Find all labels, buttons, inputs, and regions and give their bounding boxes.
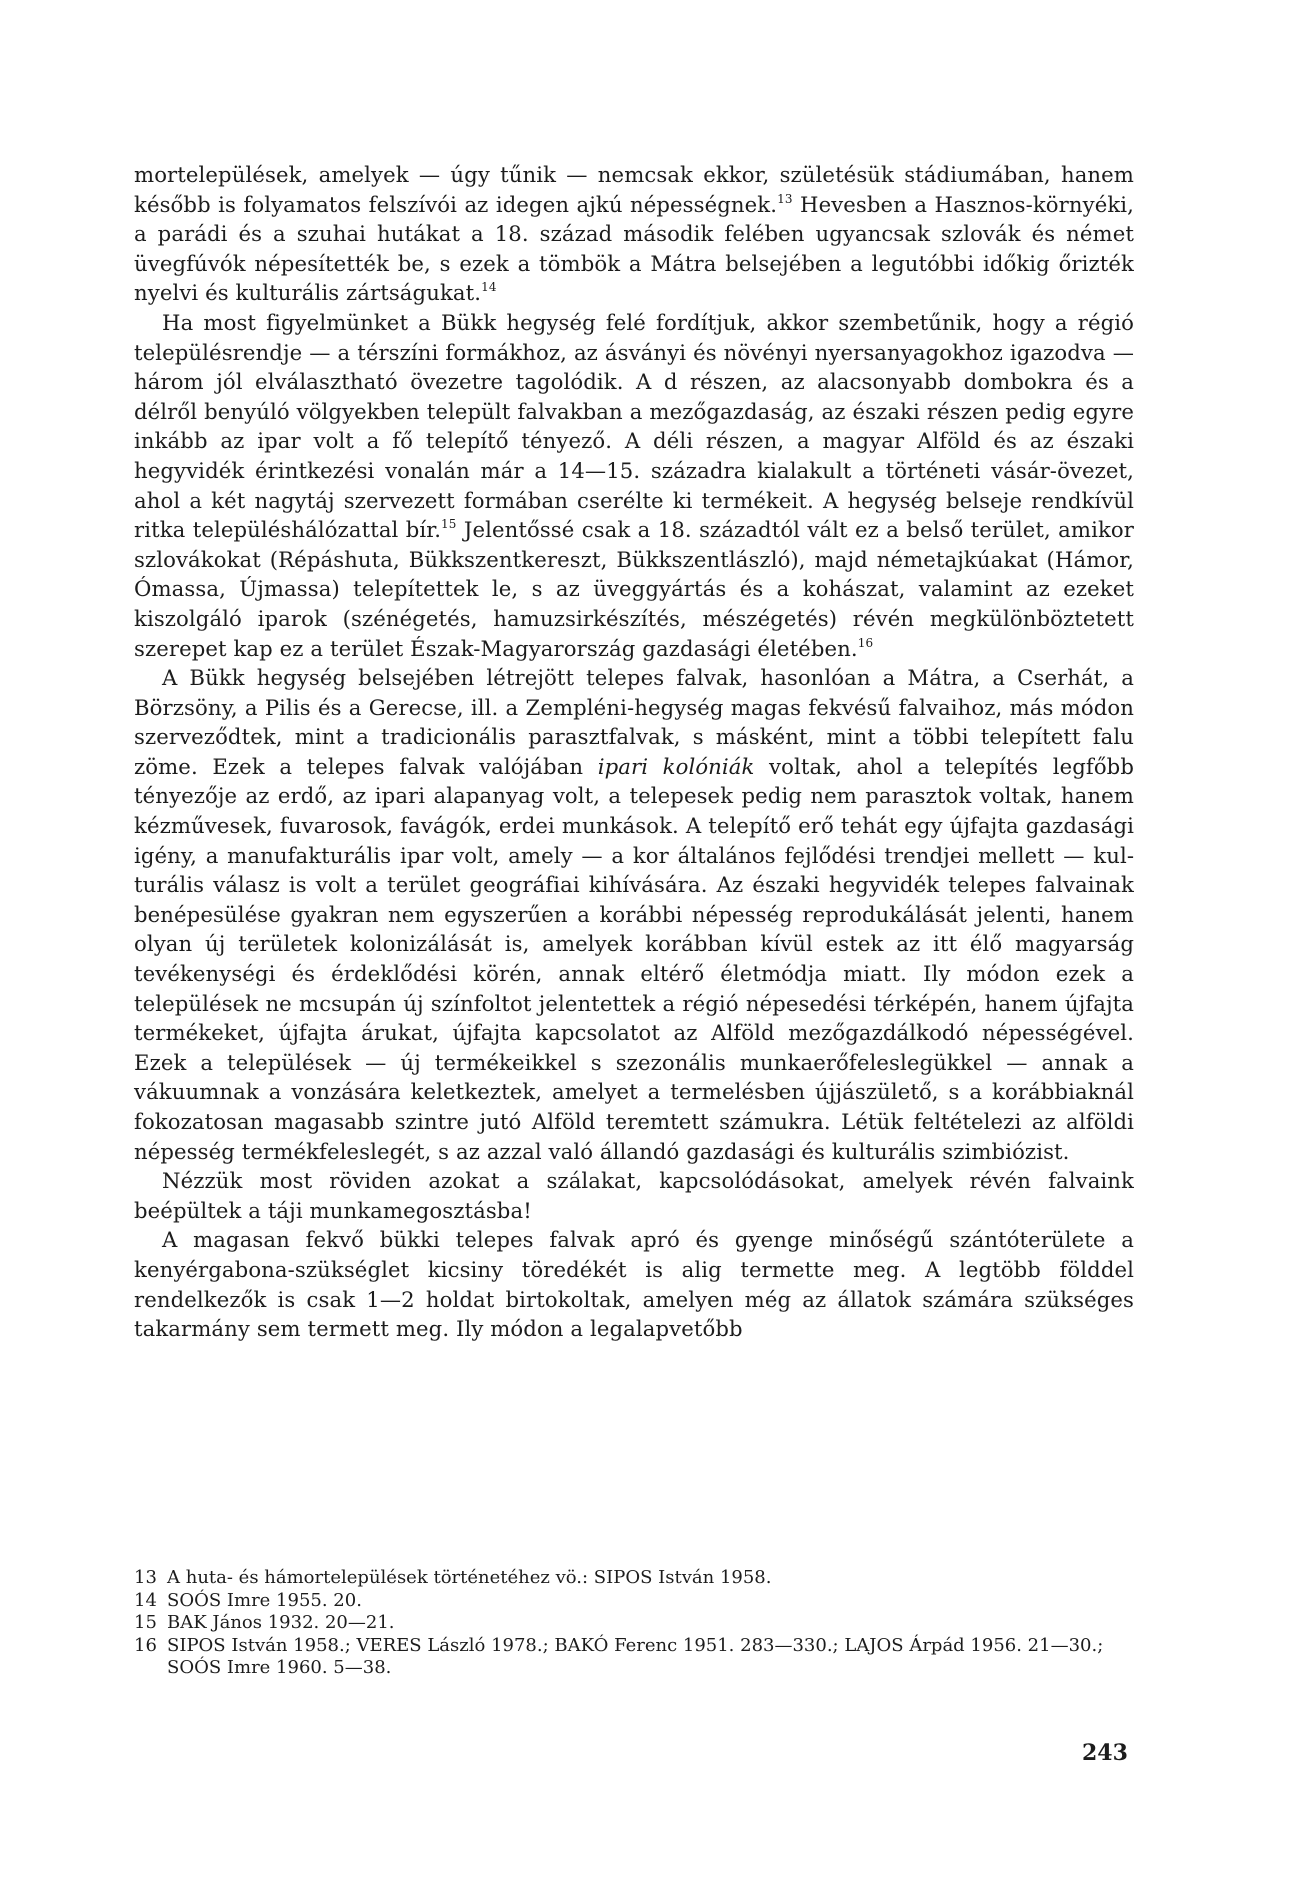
text-run: Hevesben a Hasznos-környéki, a parádi és a szuhai hutákat a 18. század második felében ugyancsak szlovák és német üvegfúvók népesítették be, s ezek a tömbök a Mátra belsejében a legutóbbi időkig őrizték nyelvi és kulturális zártságukat.: [134, 191, 1134, 306]
footnote-ref: 14: [481, 280, 497, 295]
text-run: Nézzük most röviden azokat a szálakat, kapcsolódásokat, amelyek révén falvaink beépültek a táji munkamegosztásba!: [134, 1168, 1134, 1223]
footnote-item: [134, 1635, 1134, 1680]
footnote-text: SOÓS Imre 1955. 20.: [167, 1589, 362, 1611]
body-text: [134, 160, 1134, 1344]
footnote-number: 16: [134, 1634, 157, 1656]
footnote-number: 13: [134, 1567, 157, 1588]
text-run: voltak, ahol a telepítés legfőbb tényezője az erdő, az ipari alapanyag volt, a telepesek pedig nem parasztok voltak, hanem kézművesek, fuvarosok, favágók, erdei munkások. A telepítő erő tehát egy újfajta gazdasági igény, a manufakturális ipar volt, amely — a kor általános fejlődési trendjei mellett — kulturális válasz is volt a terület geográfiai kihívására. Az északi hegyvidék telepes falvainak benépesülése gyakran nem egyszerűen a korábbi népesség reprodukálását jelenti, hanem olyan új területek kolonizálását is, amelyek korábban kívül estek az itt élő magyarság tevékenységi és érdeklődési körén, annak eltérő életmódja miatt. Ily módon ezek a települések ne mcsupán új színfoltot jelentettek a régió népesedési térképén, hanem újfajta termékeket, újfajta árukat, újfajta kapcsolatot az Alföld mezőgazdálkodó népességével. Ezek a települések — új termékeikkel s szezonális munkaerőfeleslegükkel — annak a vákuumnak a vonzására keletkeztek, amelyet a termelésben újjászülető, s a korábbiaknál fokozatosan magasabb szintre jutó Alföld teremtett számukra. Létük feltételezi az alföldi népesség termékfeleslegét, s az azzal való állandó gazdasági és kulturális szimbiózist.: [134, 753, 1135, 1164]
footnote-ref: 13: [777, 191, 793, 206]
paragraph-p2: [134, 308, 1134, 663]
text-run: A magasan fekvő bükki telepes falvak apró és gyenge minőségű szántóterülete a kenyérgabona-szükséglet kicsiny töredékét is alig termette meg. A legtöbb földdel rendelkezők is csak 1—2 holdat birtokoltak, amelyen még az állatok számára szükséges takarmány sem termett meg. Ily módon a legalapvetőbb: [134, 1227, 1134, 1342]
footnote-text: A huta- és hámortelepülések történetéhez vö.: SIPOS István 1958.: [167, 1567, 772, 1588]
paragraph-p5: [134, 1225, 1134, 1343]
page-body: [134, 160, 1134, 1344]
paragraph-p3: [134, 663, 1134, 1166]
footnote-item: [134, 1567, 1134, 1590]
footnote-item: [134, 1612, 1134, 1635]
footnote-ref: 15: [441, 517, 457, 532]
footnote-text: BAK János 1932. 20—21.: [167, 1612, 395, 1633]
footnote-text: SIPOS István 1958.; VERES László 1978.; BAKÓ Ferenc 1951. 283—330.; LAJOS Árpád 1956. 21—30.; SOÓS Imre 1960. 5—38.: [167, 1634, 1104, 1678]
footnote-item: [134, 1590, 1134, 1613]
paragraph-p4: [134, 1166, 1134, 1225]
text-run: mortelepülések, amelyek — úgy tűnik — nemcsak ekkor, születésük stádiumában, hanem később is folyamatos felszívói az idegen ajkú népességnek.: [134, 162, 1134, 217]
footnote-number: 15: [134, 1612, 157, 1633]
page-number: 243: [1082, 1740, 1128, 1766]
footnote-ref: 16: [857, 635, 874, 650]
footnotes: [134, 1567, 1134, 1680]
text-run: Jelentőssé csak a 18. századtól vált ez a belső terület, amikor szlovákokat (Répáshuta, Bükkszentkereszt, Bükkszentlászló), majd németajkúakat (Hámor, Ómassa, Újmassa) telepítettek le, s az üveggyártás és a kohászat, valamint az ezeket kiszolgáló iparok (szénégetés, hamuzsirkészítés, mészégetés) révén megkülönböztetett szerepet kap ez a terület Észak-Magyarország gazdasági életében.: [134, 517, 1134, 661]
emphasis-text: ipari kolóniák: [597, 753, 755, 779]
footnote-number: 14: [134, 1589, 157, 1611]
text-run: Ha most figyelmünket a Bükk hegység felé fordítjuk, akkor szembetűnik, hogy a régió településrendje — a térszíni formákhoz, az ásványi és növényi nyersanyagokhoz igazodva — három jól elválasztható övezetre tagolódik. A d részen, az alacsonyabb dombokra és a délről benyúló völgyekben települt falvakban a mezőgazdaság, az északi részen pedig egyre inkább az ipar volt a fő telepítő tényező. A déli részen, a magyar Alföld és az északi hegyvidék érintkezési vonalán már a 14—15. századra kialakult a történeti vásár-övezet, ahol a két nagytáj szervezett formában cserélte ki termékeit. A hegység belseje rendkívül ritka településhálózattal bír.: [134, 309, 1134, 543]
paragraph-p1: [134, 160, 1134, 308]
text-run: A Bükk hegység belsejében létrejött telepes falvak, hasonlóan a Mátra, a Cserhát, a Börzsöny, a Pilis és a Gerecse, ill. a Zempléni-hegység magas fekvésű falvaihoz, más módon szerveződtek, mint a tradicionális parasztfalvak, s másként, mint a többi telepített falu zöme. Ezek a telepes falvak valójában: [134, 665, 1134, 779]
